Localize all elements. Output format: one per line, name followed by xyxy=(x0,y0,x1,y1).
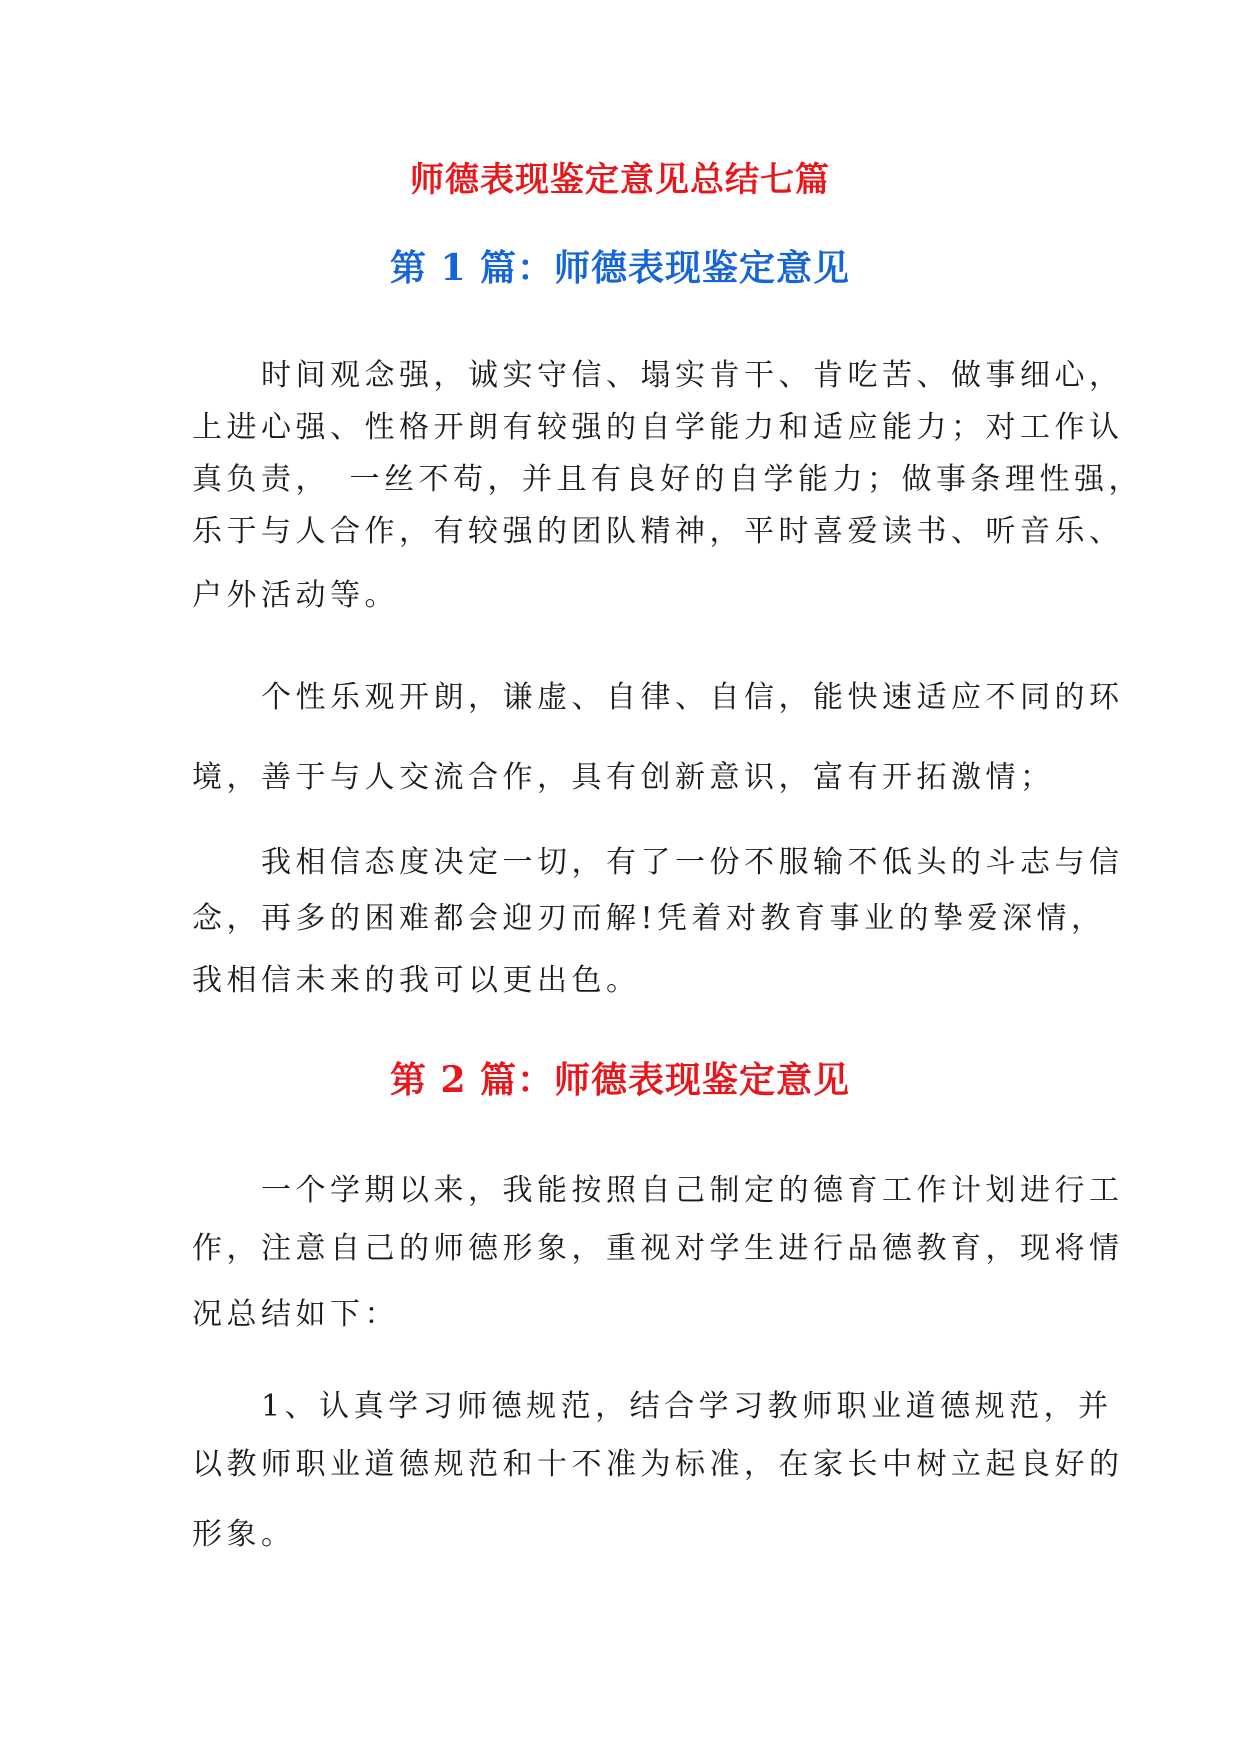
section-1-paragraph-3 xyxy=(192,835,1124,1009)
paragraph-line: 境，善于与人交流合作，具有创新意识，富有开拓激情； xyxy=(192,760,1055,795)
paragraph-line: 我相信态度决定一切，有了一份不服输不低头的斗志与信 xyxy=(192,845,1124,880)
paragraph-line: 乐于与人合作，有较强的团队精神，平时喜爱读书、听音乐、 xyxy=(192,514,1124,549)
paragraph-line: 1、认真学习师德规范，结合学习教师职业道德规范，并 xyxy=(192,1389,1113,1424)
paragraph-line: 真负责， 一丝不苟，并且有良好的自学能力；做事条理性强， xyxy=(192,462,1143,497)
paragraph-line: 念，再多的困难都会迎刃而解!凭着对教育事业的挚爱深情， xyxy=(192,901,1106,936)
document-title: 师德表现鉴定意见总结七篇 xyxy=(410,160,830,200)
section-2-paragraph-1 xyxy=(192,1162,1124,1344)
section-2-paragraph-2 xyxy=(192,1378,1124,1564)
paragraph-line: 作，注意自己的师德形象，重视对学生进行品德教育，现将情 xyxy=(192,1231,1124,1266)
paragraph-line: 一个学期以来，我能按照自己制定的德育工作计划进行工 xyxy=(192,1173,1124,1208)
section-1-paragraph-2 xyxy=(192,658,1124,818)
paragraph-line: 我相信未来的我可以更出色。 xyxy=(192,963,641,998)
paragraph-line: 况总结如下： xyxy=(192,1297,399,1332)
paragraph-line: 以教师职业道德规范和十不准为标准，在家长中树立起良好的 xyxy=(192,1447,1124,1482)
paragraph-line: 时间观念强，诚实守信、塌实肯干、肯吃苦、做事细心， xyxy=(192,358,1124,393)
section-1-heading: 第 1 篇：师德表现鉴定意见 xyxy=(389,247,851,289)
section-1-paragraph-1 xyxy=(192,350,1143,622)
paragraph-line: 个性乐观开朗，谦虚、自律、自信，能快速适应不同的环 xyxy=(192,680,1124,715)
paragraph-line: 户外活动等。 xyxy=(192,578,399,613)
paragraph-line: 形象。 xyxy=(192,1517,296,1552)
paragraph-line: 上进心强、性格开朗有较强的自学能力和适应能力；对工作认 xyxy=(192,410,1124,445)
section-2-heading: 第 2 篇：师德表现鉴定意见 xyxy=(389,1059,851,1101)
